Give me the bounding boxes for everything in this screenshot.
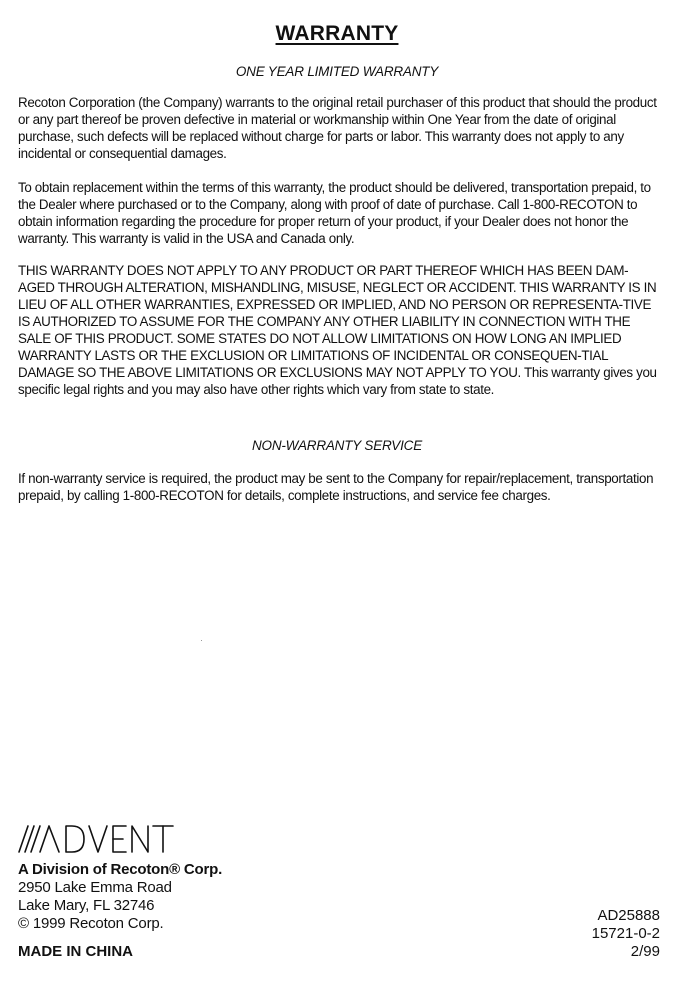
division-line: A Division of Recoton® Corp.: [18, 861, 223, 878]
warranty-paragraph-1: Recoton Corporation (the Company) warrants to the original retail purchaser of this product that should the product or any part thereof be proven defective in material or workmanship within One Year from the date of original purchase, such defects will be replaced without charge for parts or labor. This warranty does not apply to any incidental or consequential damages.: [18, 95, 657, 161]
page-title: WARRANTY: [275, 22, 399, 45]
warranty-paragraph-3: [18, 262, 662, 398]
date-code: 2/99: [630, 943, 660, 960]
part-code: 15721-0-2: [591, 925, 660, 942]
city-line: Lake Mary, FL 32746: [18, 897, 155, 914]
copyright-line: © 1999 Recoton Corp.: [18, 915, 164, 932]
warranty-subtitle: ONE YEAR LIMITED WARRANTY: [235, 64, 439, 79]
advent-logo: [16, 818, 216, 858]
scan-speck: [201, 640, 202, 641]
non-warranty-heading: NON-WARRANTY SERVICE: [251, 438, 423, 453]
warranty-rights-text: This warranty gives you specific legal rights and you may also have other rights which vary from state to state.: [18, 365, 657, 397]
company-address: [18, 861, 222, 933]
made-in-label: MADE IN CHINA: [18, 943, 133, 960]
non-warranty-paragraph: If non-warranty service is required, the product may be sent to the Company for repair/replacement, transportation prepaid, by calling 1-800-RECOTON for details, complete instructions, and service fee charges.: [18, 471, 654, 503]
model-code: AD25888: [597, 907, 660, 924]
street-line: 2950 Lake Emma Road: [18, 879, 172, 896]
warranty-disclaimer-caps: THIS WARRANTY DOES NOT APPLY TO ANY PRODUCT OR PART THEREOF WHICH HAS BEEN DAM-AGED THROUGH ALTERATION, MISHANDLING, MISUSE, NEGLECT OR ACCIDENT. THIS WARRANTY IS IN LIEU OF ALL OTHER WARRANTIES, EXPRESSED OR IMPLIED, AND NO PERSON OR REPRESENTA-TIVE IS AUTHORIZED TO ASSUME FOR THE COMPANY ANY OTHER LIABILITY IN CONNECTION WITH THE SALE OF THIS PRODUCT. SOME STATES DO NOT ALLOW LIMITATIONS ON HOW LONG AN IMPLIED WARRANTY LASTS OR THE EXCLUSION OR LIMITATIONS OF INCIDENTAL OR CONSEQUEN-TIAL DAMAGE SO THE ABOVE LIMITATIONS OR EXCLUSIONS MAY NOT APPLY TO YOU.: [18, 263, 657, 380]
warranty-paragraph-2: To obtain replacement within the terms of this warranty, the product should be delivered, transportation prepaid, to the Dealer where purchased or to the Company, along with proof of date of purchase. Call 1-800-RECOTON to obtain information regarding the procedure for proper return of your product, if your Dealer does not honor the warranty. This warranty is valid in the USA and Canada only.: [18, 180, 651, 246]
document-codes: [592, 907, 660, 961]
